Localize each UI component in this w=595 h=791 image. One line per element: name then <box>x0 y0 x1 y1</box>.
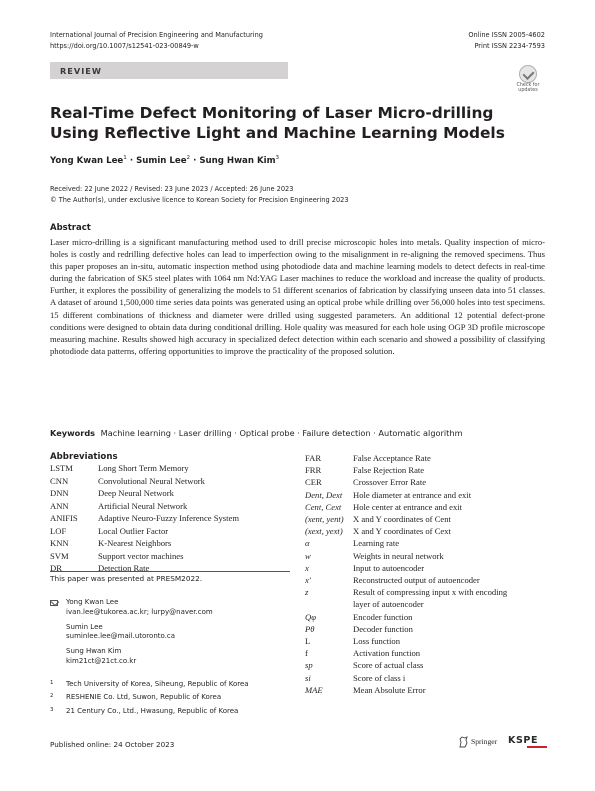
kspe-accent-bar <box>527 746 547 748</box>
author-affiliation-mark: 2 <box>186 155 191 161</box>
abbreviation-definition: Artificial Neural Network <box>98 500 188 511</box>
abbreviation-term: CER <box>305 477 322 488</box>
abbreviation-term: α <box>305 538 310 549</box>
abbreviation-term: LOF <box>50 525 67 536</box>
abbreviation-definition: Decoder function <box>353 623 413 634</box>
journal-name: International Journal of Precision Engineering and Manufacturing <box>50 31 263 39</box>
abbreviation-term: FRR <box>305 465 322 476</box>
abbreviation-term: DNN <box>50 488 69 498</box>
abbreviation-term: KNN <box>50 538 69 548</box>
affiliation-number: 1 <box>50 680 54 686</box>
abbreviation-definition: Adaptive Neuro-Fuzzy Inference System <box>98 513 240 523</box>
abbreviation-definition: Hole center at entrance and exit <box>353 501 463 512</box>
abbreviations-heading: Abbreviations <box>50 452 118 462</box>
author-name[interactable]: Sumin Lee <box>136 155 187 166</box>
abbreviation-term: ANN <box>50 500 69 511</box>
abbreviation-definition: Weights in neural network <box>353 550 444 561</box>
abbreviation-definition: False Acceptance Rate <box>353 453 431 463</box>
abbreviation-definition: Support vector machines <box>98 550 184 561</box>
published-date: Published online: 24 October 2023 <box>50 740 175 749</box>
abbreviation-definition: Activation function <box>353 648 421 659</box>
keywords-list: Machine learning · Laser drilling · Optical probe · Failure detection · Automatic algorithm <box>100 428 463 438</box>
author-affiliation-mark: 3 <box>275 155 280 161</box>
check-updates-line2: updates <box>518 88 538 94</box>
abbreviation-definition: Reconstructed output of autoencoder <box>353 575 480 585</box>
contact-name: Yong Kwan Lee <box>66 598 119 606</box>
abbreviation-term: (xext, yext) <box>305 526 343 537</box>
contact-name: Sumin Lee <box>66 622 103 631</box>
abbreviation-definition: Convolutional Neural Network <box>98 475 205 486</box>
abbreviation-term: Qφ <box>305 611 316 622</box>
abbreviation-definition: Mean Absolute Error <box>353 684 426 695</box>
affiliation-text: RESHENIE Co. Ltd, Suwon, Republic of Korea <box>66 693 222 702</box>
abbreviation-term: MAE <box>305 684 323 695</box>
abbreviation-term: Dent, Dext <box>305 489 343 500</box>
article-type-label: REVIEW <box>60 66 102 76</box>
abbreviation-term: si <box>305 672 311 683</box>
abbreviation-term: Pθ <box>305 623 315 634</box>
abbreviation-term: w <box>305 550 311 561</box>
abbreviation-definition: Crossover Error Rate <box>353 477 427 488</box>
abbreviation-term: FAR <box>305 453 322 463</box>
author-list: Yong Kwan Lee$^1$ · Sumin Lee$^2$ · Sung Hwan Kim$^3$ <box>50 155 280 166</box>
abbreviation-definition: X and Y coordinates of Cent <box>353 514 451 524</box>
springer-horse-icon <box>458 736 469 748</box>
abbreviation-definition: Input to autoencoder <box>353 562 425 573</box>
abstract-heading: Abstract <box>50 223 91 233</box>
abbreviation-term: x <box>305 562 309 573</box>
abbreviation-definition: False Rejection Rate <box>353 465 425 476</box>
affiliation-number: 2 <box>50 693 54 700</box>
abbreviation-term: sp <box>305 660 313 671</box>
abbreviation-definition: Hole diameter at entrance and exit <box>353 489 472 500</box>
check-updates-text <box>513 83 543 94</box>
affiliation-text: 21 Century Co., Ltd., Hwasung, Republic of Korea <box>66 706 239 715</box>
abbreviation-definition: Loss function <box>353 636 401 646</box>
abbreviation-definition: Score of class i <box>353 672 406 683</box>
abbreviation-definition: Score of actual class <box>353 660 424 671</box>
check-for-updates-badge[interactable] <box>513 65 543 95</box>
abbreviation-definition: X and Y coordinates of Cext <box>353 526 451 537</box>
affiliation-text: Tech University of Korea, Siheung, Republic of Korea <box>66 680 249 688</box>
author-name[interactable]: Sung Hwan Kim <box>199 155 276 166</box>
abbreviation-term: ANIFIS <box>50 513 78 523</box>
abbreviation-definition: Result of compressing input x with encoding <box>353 587 508 598</box>
contact-email[interactable]: kim21ct@21ct.co.kr <box>66 656 137 665</box>
contact-name: Sung Hwan Kim <box>66 647 122 655</box>
abbreviation-term: f <box>305 648 308 659</box>
abstract-body: Laser micro-drilling is a significant manufacturing method used to drill precise microscopic holes into metals. Quality inspection of micro-holes is costly and redrilling defective holes can lead to imperfection owing to the misalignment in re-aligning the removed specimens. Thus this paper proposes an in-situ, automatic inspection method using photodiode data and machine learning models to detect defects in real-time during the fabrication of SK5 steel plates with 1064 nm Nd:YAG Laser machines to reduce the workload and increase the quality of products. Further, it explores the possibility of generalizing the models to 51 different scenarios of fabrication by classifying unseen data into 51 classes. A dataset of around 1,500,000 time series data points was generated using an optical probe while drilling over 56,000 holes into test specimens. 15 different combinations of thickness and diameter were drilled using suggested parameters. An additional 12 potential defect-prone conditions were designed to obtain data during conditional drilling. Hole quality was measured for each hole using OGP 3D profile microscope measuring machine. Results showed high accuracy in specialized defect detection within each scenario and showed a possibility of classifying photodiode data patterns, offering opportunities to improve the practicality of the proposed solution. <box>50 237 545 356</box>
issn-online: Online ISSN 2005-4602 <box>468 31 545 39</box>
presentation-note: This paper was presented at PRESM2022. <box>50 574 203 583</box>
check-updates-line1: Check for <box>516 83 540 88</box>
author-name[interactable]: Yong Kwan Lee <box>50 155 124 166</box>
kspe-wordmark: KSPE <box>508 735 539 746</box>
affiliation-number: 3 <box>50 706 54 713</box>
contact-email[interactable]: ivan.lee@tukorea.ac.kr; lurpy@naver.com <box>66 607 213 616</box>
contact-email[interactable]: suminlee.lee@mail.utoronto.ca <box>66 632 176 641</box>
mail-icon <box>50 600 58 606</box>
abbreviation-term: L <box>305 636 311 646</box>
abbreviation-term: (xent, yent) <box>305 514 344 524</box>
abbreviation-definition: Detection Rate <box>98 563 150 573</box>
abbreviation-definition: Deep Neural Network <box>98 488 174 498</box>
abbreviation-definition: Learning rate <box>353 538 400 549</box>
check-updates-icon <box>519 65 537 83</box>
footnote-divider <box>50 571 290 572</box>
keywords-label: Keywords <box>50 428 96 438</box>
kspe-logo <box>508 735 548 749</box>
abbreviation-term: CNN <box>50 475 69 486</box>
abbreviation-definition: layer of autoencoder <box>353 599 424 610</box>
paper-title: Real-Time Defect Monitoring of Laser Micro-drilling Using Reflective Light and Machine Learning Models <box>50 104 505 142</box>
abbreviation-definition: Local Outlier Factor <box>98 525 169 536</box>
abbreviation-definition: Encoder function <box>353 611 413 622</box>
issn-print: Print ISSN 2234-7593 <box>474 42 545 50</box>
abbreviation-definition: K-Nearest Neighbors <box>98 538 172 548</box>
abbreviation-term: LSTM <box>50 463 73 473</box>
abbreviation-term: x′ <box>305 575 311 585</box>
doi-link[interactable]: https://doi.org/10.1007/s12541-023-00849-w <box>50 42 199 50</box>
abbreviation-term: DR <box>50 563 62 573</box>
abbreviation-definition: Long Short Term Memory <box>98 463 189 473</box>
article-dates: Received: 22 June 2022 / Revised: 23 June 2023 / Accepted: 26 June 2023 <box>50 185 294 193</box>
abbreviation-term: z <box>305 587 309 598</box>
keywords-line <box>50 428 463 438</box>
abbreviation-term: SVM <box>50 550 69 561</box>
author-affiliation-mark: 1 <box>123 155 127 161</box>
abbreviation-term: Cent, Cext <box>305 501 342 512</box>
springer-wordmark: Springer <box>471 737 498 746</box>
copyright-notice: © The Author(s), under exclusive licence to Korean Society for Precision Engineering 2023 <box>50 196 349 204</box>
